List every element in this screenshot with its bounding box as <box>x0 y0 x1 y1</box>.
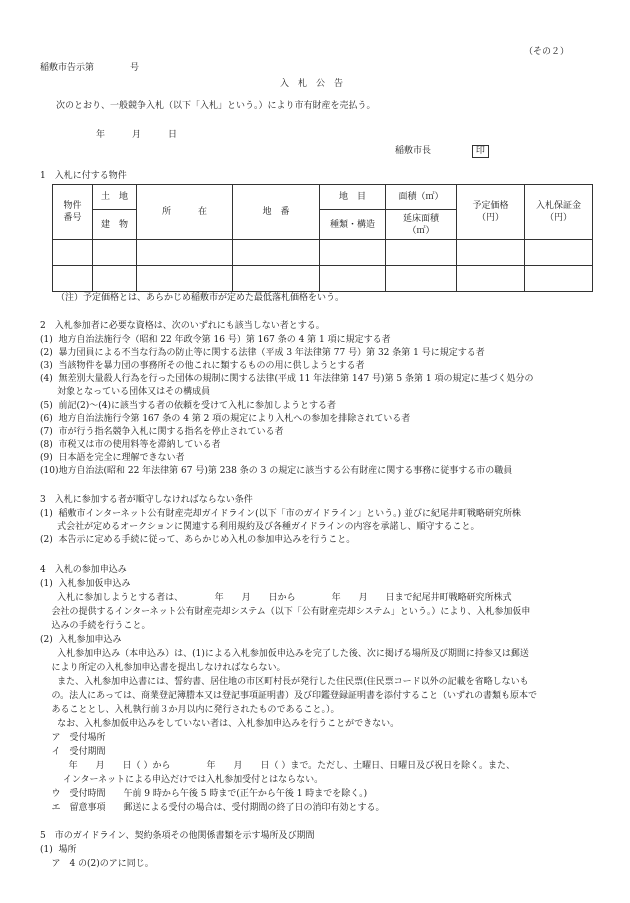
col-header-land: 土 地 <box>93 185 137 210</box>
page-title: 入 札 公 告 <box>280 79 344 89</box>
table-cell <box>233 240 320 266</box>
section3-item: (1) 稲敷市インターネット公有財産売却ガイドライン(以下「市のガイドライン」という。) 並びに紀尾井町戦略研究所株 <box>40 509 521 519</box>
section2-item: 対象となっている団体又はその構成員 <box>40 387 211 397</box>
notice-number: 稲敷市告示第 号 <box>40 63 140 73</box>
table-cell <box>233 266 320 292</box>
section1-heading: 1 入札に付する物件 <box>40 171 127 181</box>
table-cell <box>137 240 233 266</box>
section2-item: (5) 前記(2)～(4)に該当する者の依頼を受けて入札に参加しようとする者 <box>40 401 336 411</box>
section4-line: 年 月 日（ ）から 年 月 日（ ）まで。ただし、土曜日、日曜日及び祝日を除く。また、 <box>40 761 515 771</box>
issuer-name: 稲敷市長 <box>395 146 432 156</box>
section4-line: また、入札参加申込書には、誓約書、居住地の市区町村長が発行した住民票(住民票コード以外の記載を省略しないも <box>40 677 529 687</box>
table-cell <box>320 240 386 266</box>
section4-line: インターネットによる申込だけでは入札参加受付とはならない。 <box>40 775 324 785</box>
col-header-category: 地 目 <box>320 185 386 210</box>
section3-item: (2) 本告示に定める手続に従って、あらかじめ入札の参加申込みを行うこと。 <box>40 535 356 545</box>
table-row <box>53 240 593 266</box>
section2-item: (10)地方自治法(昭和 22 年法律第 67 号)第 238 条の 3 の規定に該当する公有財産に関する事務に従事する市の職員 <box>40 466 513 476</box>
section2-item: (3) 当該物件を暴力団の事務所その他これに類するものの用に供しようとする者 <box>40 361 365 371</box>
col-header-type: 種類・構造 <box>320 210 386 240</box>
section2-item: (6) 地方自治法施行令第 167 条の 4 第 2 項の規定により入札への参加を排除されている者 <box>40 414 411 424</box>
table-cell <box>320 266 386 292</box>
section4-line: 込みの手続を行うこと。 <box>40 621 151 631</box>
col-header-number: 物件 番号 <box>53 185 93 240</box>
section4-line: なお、入札参加仮申込みをしていない者は、入札参加申込みを行うことができない。 <box>40 719 400 729</box>
section3-heading: 3 入札に参加する者が順守しなければならない条件 <box>40 495 253 505</box>
section5-line: (1) 場所 <box>40 845 77 855</box>
col-header-location: 所 在 <box>137 185 233 240</box>
table-cell <box>93 240 137 266</box>
section4-line: 会社の提供するインターネット公有財産売却システム（以下「公有財産売却システム」という。）により、入札参加仮申 <box>40 607 531 617</box>
table-note: （注）予定価格とは、あらかじめ稲敷市が定めた最低落札価格をいう。 <box>56 293 345 303</box>
section4-line: イ 受付期間 <box>40 747 106 757</box>
col-header-deposit: 入札保証金 （円） <box>525 185 593 240</box>
section2-item: (4) 無差別大量殺人行為を行った団体の規制に関する法律(平成 11 年法律第 147 号)第 5 条第 1 項の規定に基づく処分の <box>40 374 534 384</box>
section4-line: エ 留意事項 郵送による受付の場合は、受付期間の終了日の消印有効とする。 <box>40 803 385 813</box>
table-cell <box>525 240 593 266</box>
section4-line: 入札参加申込み（本申込み）は、(1)による入札参加仮申込みを完了した後、次に掲げる場所及び期間に持参又は郵送 <box>40 649 529 659</box>
section4-line: により所定の入札参加申込書を提出しなければならない。 <box>40 663 286 673</box>
section2-item: (7) 市が行う指名競争入札に関する指名を停止されている者 <box>40 427 284 437</box>
col-header-floor-area: 延床面積 （㎡） <box>386 210 457 240</box>
table-row <box>53 266 593 292</box>
section2-heading: 2 入札参加者に必要な資格は、次のいずれにも該当しない者とする。 <box>40 321 325 331</box>
seal-mark: 印 <box>472 145 489 158</box>
section4-line: ア 受付場所 <box>40 733 106 743</box>
table-cell <box>525 266 593 292</box>
intro-text: 次のとおり、一般競争入札（以下「入札」という。）により市有財産を売払う。 <box>56 101 376 111</box>
section2-item: (2) 暴力団員による不当な行為の防止等に関する法律（平成 3 年法律第 77 号）第 32 条第 1 号に規定する者 <box>40 348 485 358</box>
section5-line: ア 4 の(2)のアに同じ。 <box>40 859 154 869</box>
section4-line: 入札に参加しようとする者は、 年 月 日から 年 月 日まで紀尾井町戦略研究所株式 <box>40 593 512 603</box>
section4-line: あることとし、入札執行前３か月以内に発行されたものであること。）。 <box>40 705 340 715</box>
table-cell <box>53 266 93 292</box>
table-cell <box>457 266 525 292</box>
section3-item: 式会社が定めるオークションに関連する利用規約及び各種ガイドラインの内容を承諾し、順守すること。 <box>40 522 480 532</box>
col-header-building: 建 物 <box>93 210 137 240</box>
section2-item: (9) 日本語を完全に理解できない者 <box>40 453 185 463</box>
table-cell <box>53 240 93 266</box>
table-cell <box>386 266 457 292</box>
table-cell <box>137 266 233 292</box>
table-cell <box>93 266 137 292</box>
property-table <box>52 184 593 292</box>
date-line: 年 月 日 <box>96 130 178 140</box>
issuer-line <box>395 145 489 158</box>
col-header-price: 予定価格 （円） <box>457 185 525 240</box>
section4-line: (1) 入札参加仮申込み <box>40 579 131 589</box>
section4-heading: 4 入札の参加申込み <box>40 565 127 575</box>
section4-line: (2) 入札参加申込み <box>40 635 122 645</box>
section5-heading: 5 市のガイドライン、契約条項その他関係書類を示す場所及び期間 <box>40 831 315 841</box>
col-header-area: 面積（㎡） <box>386 185 457 210</box>
col-header-lot: 地 番 <box>233 185 320 240</box>
section2-item: (1) 地方自治法施行令（昭和 22 年政令第 16 号）第 167 条の 4 第 1 項に規定する者 <box>40 335 391 345</box>
section4-line: の。法人にあっては、商業登記簿謄本又は登記事項証明書）及び印鑑登録証明書を添付すること（いずれの書類も原本で <box>40 691 537 701</box>
table-cell <box>457 240 525 266</box>
section4-line: ウ 受付時間 午前 9 時から午後 5 時まで(正午から午後 1 時までを除く。) <box>40 789 368 799</box>
table-cell <box>386 240 457 266</box>
section2-item: (8) 市税又は市の使用料等を滞納している者 <box>40 440 221 450</box>
page-marker: （その２） <box>524 47 570 57</box>
